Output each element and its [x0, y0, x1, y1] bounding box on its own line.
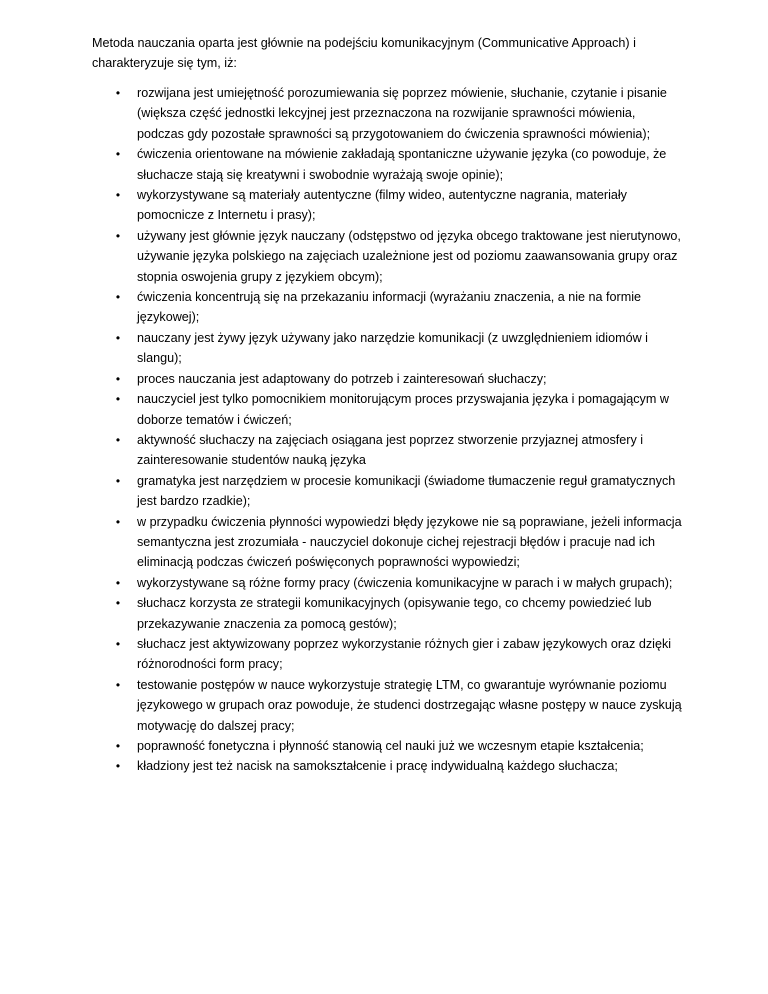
bullet-icon: •: [115, 677, 121, 692]
list-item: [92, 593, 682, 634]
list-item-text: ćwiczenia orientowane na mówienie zakładają spontaniczne używanie języka (co powoduje, że słuchacze stają się kreatywni i swobodnie wyrażają swoje opinie);: [137, 147, 667, 182]
bullet-icon: •: [115, 147, 121, 162]
list-item: [92, 471, 682, 512]
bullet-icon: •: [115, 371, 121, 386]
list-item-text: używany jest głównie język nauczany (odstępstwo od języka obcego traktowane jest nierutynowo, używanie języka polskiego na zajęciach uzależnione jest od poziomu zaawansowania grupy oraz stopnia oswojenia grupy z językiem obcym);: [137, 228, 681, 284]
bullet-icon: •: [115, 596, 121, 611]
list-item: [92, 226, 682, 287]
list-item: [92, 573, 682, 593]
list-item: [92, 144, 682, 185]
list-item-text: gramatyka jest narzędziem w procesie komunikacji (świadome tłumaczenie reguł gramatycznych jest bardzo rzadkie);: [137, 473, 676, 509]
list-item-text: rozwijana jest umiejętność porozumiewania się poprzez mówienie, słuchanie, czytanie i pisanie (większa część jednostki lekcyjnej jest przeznaczona na rozwijanie sprawności mówienia, podczas gdy pozostałe sprawności są przygotowaniem do ćwiczenia sprawności mówienia);: [137, 86, 667, 141]
list-item: [92, 736, 682, 756]
list-item: [92, 512, 682, 573]
list-item: [92, 83, 682, 144]
list-item-text: nauczyciel jest tylko pomocnikiem monitorującym proces przyswajania języka i pomagającym w doborze tematów i ćwiczeń;: [137, 392, 669, 427]
bullet-icon: •: [115, 86, 121, 100]
list-item-text: poprawność fonetyczna i płynność stanowią cel nauki już we wczesnym etapie kształcenia;: [137, 739, 644, 753]
bullet-icon: •: [115, 575, 121, 590]
list-item-text: testowanie postępów w nauce wykorzystuje strategię LTM, co gwarantuje wyrównanie poziomu językowego w grupach oraz powoduje, że studenci dostrzegając własne postępy w nauce zyskują motywację do dalszej pracy;: [137, 677, 682, 733]
bullet-icon: •: [115, 392, 121, 407]
bullet-icon: •: [115, 473, 121, 488]
list-item-text: nauczany jest żywy język używany jako narzędzie komunikacji (z uwzględnieniem idiomów i slangu);: [137, 330, 648, 366]
bullet-icon: •: [115, 636, 121, 651]
bullet-icon: •: [115, 739, 121, 753]
list-item: [92, 185, 682, 226]
bullet-icon: •: [115, 290, 121, 305]
list-item-text: w przypadku ćwiczenia płynności wypowiedzi błędy językowe nie są poprawiane, jeżeli informacja semantyczna jest zrozumiała - nauczyciel dokonuje cichej rejestracji błędów i pracuje nad ich eliminacją podczas ćwiczeń poświęconych poprawności wypowiedzi;: [137, 514, 682, 570]
list-item: [92, 634, 682, 675]
bullet-icon: •: [115, 330, 121, 345]
list-item: [92, 675, 682, 736]
list-item-text: słuchacz korzysta ze strategii komunikacyjnych (opisywanie tego, co chcemy powiedzieć lub przekazywanie znaczenia za pomocą gestów);: [137, 596, 652, 631]
list-item-text: wykorzystywane są różne formy pracy (ćwiczenia komunikacyjne w parach i w małych grupach);: [137, 575, 673, 590]
document-page: [92, 33, 682, 777]
list-item-text: proces nauczania jest adaptowany do potrzeb i zainteresowań słuchaczy;: [137, 371, 547, 386]
bullet-icon: •: [115, 759, 121, 774]
list-item-text: kładziony jest też nacisk na samokształcenie i pracę indywidualną każdego słuchacza;: [137, 759, 618, 774]
list-item: [92, 756, 682, 776]
bullet-icon: •: [115, 188, 121, 203]
bullet-list: [92, 83, 682, 777]
list-item-text: wykorzystywane są materiały autentyczne (filmy wideo, autentyczne nagrania, materiały pomocnicze z Internetu i prasy);: [137, 188, 627, 223]
list-item: [92, 369, 682, 389]
list-item-text: aktywność słuchaczy na zajęciach osiągana jest poprzez stworzenie przyjaznej atmosfery i zainteresowanie studentów nauką języka: [137, 432, 644, 468]
list-item: [92, 430, 682, 471]
bullet-icon: •: [115, 432, 121, 447]
list-item-text: ćwiczenia koncentrują się na przekazaniu informacji (wyrażaniu znaczenia, a nie na formie językowej);: [137, 290, 641, 325]
bullet-icon: •: [115, 228, 121, 243]
list-item: [92, 287, 682, 328]
intro-paragraph: Metoda nauczania oparta jest głównie na podejściu komunikacyjnym (Communicative Approach) i charakteryzuje się tym, iż:: [92, 36, 636, 70]
list-item-text: słuchacz jest aktywizowany poprzez wykorzystanie różnych gier i zabaw językowych oraz dzięki różnorodności form pracy;: [137, 636, 672, 672]
list-item: [92, 389, 682, 430]
bullet-icon: •: [115, 514, 121, 529]
list-item: [92, 328, 682, 369]
